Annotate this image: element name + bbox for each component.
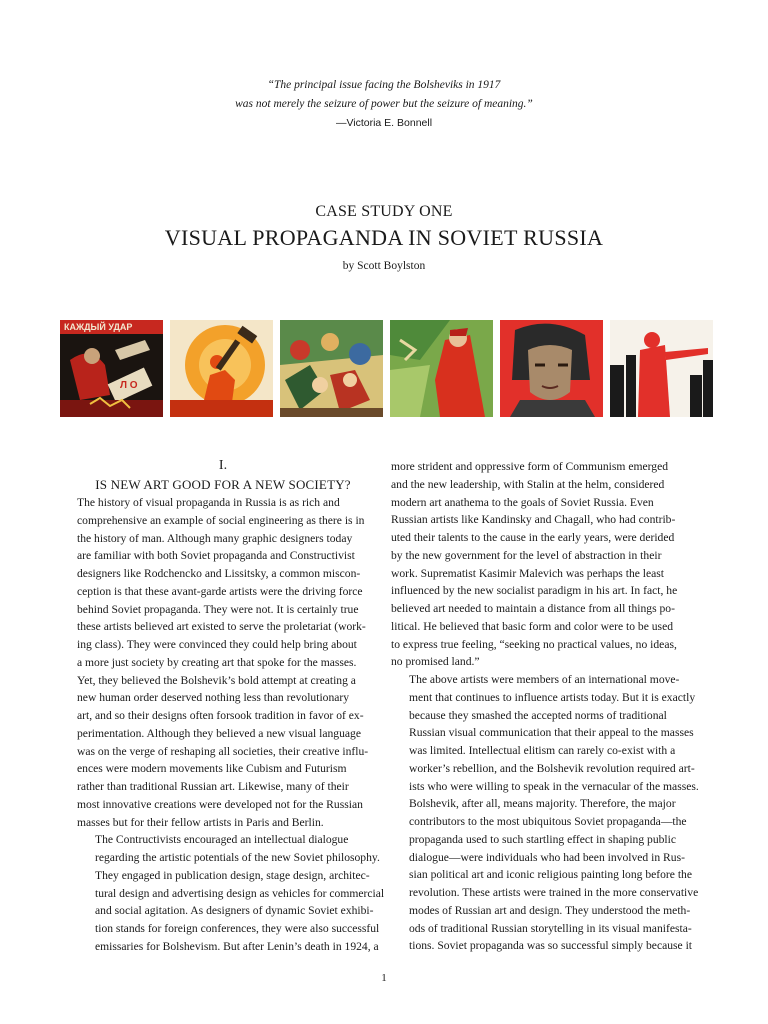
- text-line: designers like Rodchencko and Lissitsky, a common miscon-: [77, 567, 361, 580]
- text-line: modern art anathema to the goals of Soviet Russia. Even: [391, 495, 654, 509]
- paragraph: [391, 671, 699, 955]
- text-line: ods of traditional Russian storytelling in its visual manifesta-: [409, 921, 692, 935]
- epigraph-line-2: was not merely the seizure of power but the seizure of meaning.”: [235, 98, 533, 110]
- case-study-label: CASE STUDY ONE: [315, 203, 453, 220]
- text-line: The history of visual propaganda in Russia is as rich and: [77, 496, 340, 509]
- text-line: litical. He believed that basic form and color were to be used: [391, 619, 674, 633]
- text-line: no promised land.”: [391, 655, 480, 669]
- text-line: art, and so their designs often forsook tradition in favor of ex-: [77, 709, 364, 722]
- text-line: ences were modern movements like Cubism and Futurism: [77, 762, 347, 776]
- text-line: The above artists were members of an international move-: [409, 673, 680, 686]
- poster-worker-anvil-image: [60, 320, 163, 417]
- text-line: modes of Russian art and design. They understood the meth-: [409, 903, 691, 917]
- text-line: contributors to the most ubiquitous Soviet propaganda—the: [409, 815, 687, 828]
- text-line: propaganda used to such startling effect in shaping public: [409, 832, 677, 846]
- text-line: and social agitation. As designers of dynamic Soviet exhibi-: [95, 904, 374, 918]
- text-line: these artists believed art existed to serve the proletariat (work-: [77, 620, 366, 634]
- text-line: tion stands for foreign conferences, they were also successful: [95, 922, 380, 935]
- text-line: by the new government for the level of abstraction in their: [391, 548, 662, 562]
- text-line: the history of man. Although many graphic designers today: [77, 531, 353, 545]
- text-line: behind Soviet propaganda. They were not. It is certainly true: [77, 602, 359, 616]
- text-line: masses but for their fellow artists in Paris and Berlin.: [77, 815, 324, 829]
- poster-lenin-pointing-image: [610, 320, 713, 417]
- text-line: Yet, they believed the Bolshevik’s bold attempt at creating a: [77, 673, 356, 687]
- poster-worker-woman-portrait-image: [500, 320, 603, 417]
- poster-soldiers-crowd: [280, 320, 383, 417]
- paragraph: [77, 494, 369, 831]
- text-line: was limited. Intellectual elitism can rarely co-exist with a: [409, 744, 676, 757]
- text-line: work. Suprematist Kasimir Malevich was perhaps the least: [391, 566, 665, 580]
- text-line: The Contructivists encouraged an intellectual dialogue: [95, 833, 349, 847]
- text-line: uted their talents to the cause in the early years, were derided: [391, 531, 675, 544]
- paragraph: [391, 458, 691, 671]
- poster-soldiers-crowd-image: [280, 320, 383, 417]
- poster-worker-woman-portrait: [500, 320, 603, 417]
- text-line: and the new leadership, with Stalin at the helm, considered: [391, 477, 665, 491]
- poster-woman-field: [390, 320, 493, 417]
- text-line: revolution. These artists were trained in the more conservative: [409, 886, 699, 899]
- text-line: a more just society by creating art that spoke for the masses.: [77, 655, 357, 669]
- text-line: ing class). They were convinced they could help bring about: [77, 638, 357, 651]
- text-line: comprehensive an example of social engineering as there is in: [77, 513, 365, 527]
- epigraph-attribution: —Victoria E. Bonnell: [335, 117, 433, 129]
- text-line: Russian artists like Kandinsky and Chagall, who had contrib-: [391, 513, 676, 527]
- text-line: new human order deserved nothing less than revolutionary: [77, 691, 350, 705]
- right-column: [391, 458, 699, 955]
- byline: by Scott Boylston: [342, 260, 426, 272]
- text-line: to express true feeling, “seeking no practical values, no ideas,: [391, 637, 677, 651]
- text-line: tural design and advertising design as vehicles for commercial: [95, 886, 385, 900]
- text-line: ception is that these avant-garde artists were the driving force: [77, 584, 363, 598]
- poster-hammer-sun-image: [170, 320, 273, 417]
- text-line: They engaged in publication design, stage design, architec-: [95, 868, 370, 882]
- left-column: [77, 458, 385, 956]
- text-line: most innovative creations were developed not for the Russian: [77, 797, 363, 811]
- section-title: IS NEW ART GOOD FOR A NEW SOCIETY?: [95, 477, 351, 492]
- text-line: regarding the artistic potentials of the new Soviet philosophy.: [95, 851, 380, 864]
- poster-lenin-pointing: [610, 320, 713, 417]
- text-line: emissaries for Bolshevism. But after Lenin’s death in 1924, a: [95, 939, 379, 953]
- page-number: 1: [381, 972, 387, 984]
- text-line: Bolshevik, after all, means majority. Therefore, the major: [409, 797, 676, 811]
- page-title: VISUAL PROPAGANDA IN SOVIET RUSSIA: [164, 225, 604, 250]
- text-line: ment that continues to influence artists today. But it is exactly: [409, 690, 696, 704]
- poster-strip: [60, 320, 712, 417]
- text-line: influenced by the new socialist paradigm in his art. In fact, he: [391, 584, 678, 598]
- section-number: I.: [218, 458, 228, 473]
- text-line: dialogue—were individuals who had been involved in Rus-: [409, 850, 685, 864]
- poster-worker-anvil: [60, 320, 163, 417]
- text-line: tions. Soviet propaganda was so successful simply because it: [409, 939, 693, 953]
- text-line: worker’s rebellion, and the Bolshevik revolution required art-: [409, 761, 695, 775]
- text-line: believed art needed to maintain a distance from all things po-: [391, 602, 675, 615]
- epigraph-line-1: “The principal issue facing the Bolsheviks in 1917: [267, 79, 501, 91]
- text-line: because they smashed the accepted norms of traditional: [409, 708, 667, 722]
- text-line: perimentation. Although they believed a new visual language: [77, 726, 361, 740]
- paragraph: [77, 831, 385, 955]
- poster-1-caption: КАЖДЫЙ УДАР: [64, 322, 133, 332]
- text-line: rather than traditional Russian art. Likewise, many of their: [77, 780, 349, 793]
- text-line: Russian visual communication that their appeal to the masses: [409, 726, 694, 740]
- text-line: was on the verge of reshaping all societies, their creative influ-: [77, 744, 369, 758]
- text-line: ists who were willing to speak in the vernacular of the masses.: [409, 779, 699, 793]
- epigraph: [0, 76, 768, 133]
- text-line: are familiar with both Soviet propaganda and Constructivist: [77, 549, 355, 563]
- text-line: more strident and oppressive form of Communism emerged: [391, 460, 669, 473]
- poster-woman-field-image: [390, 320, 493, 417]
- poster-hammer-sun: [170, 320, 273, 417]
- svg-text:Л О: Л О: [120, 380, 138, 391]
- text-line: sian political art and iconic religious painting long before the: [409, 868, 692, 882]
